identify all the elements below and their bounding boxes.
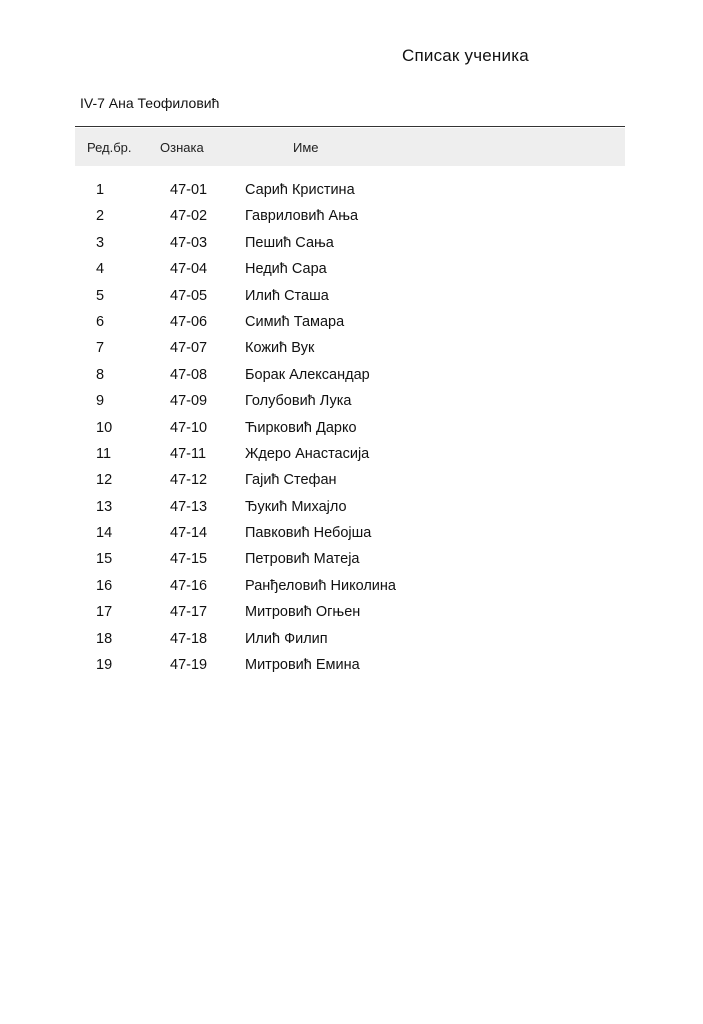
row-number: 4 bbox=[96, 261, 105, 278]
table-row bbox=[0, 388, 703, 414]
table-row bbox=[0, 256, 703, 282]
row-code: 47-03 bbox=[170, 234, 208, 251]
header-divider bbox=[75, 126, 625, 127]
row-code: 47-13 bbox=[170, 498, 208, 515]
table-row bbox=[0, 467, 703, 493]
row-name: Симић Тамара bbox=[245, 313, 345, 330]
row-name: Ћирковић Дарко bbox=[245, 419, 357, 436]
table-row bbox=[0, 309, 703, 335]
row-name: Ранђеловић Николина bbox=[245, 577, 396, 594]
row-name: Недић Сара bbox=[245, 261, 327, 278]
row-code: 47-06 bbox=[170, 313, 208, 330]
table-row bbox=[0, 230, 703, 256]
row-code: 47-04 bbox=[170, 261, 208, 278]
column-header-name: Име bbox=[293, 140, 319, 155]
table-row bbox=[0, 335, 703, 361]
row-number: 10 bbox=[96, 419, 113, 436]
row-code: 47-15 bbox=[170, 551, 208, 568]
row-name: Митровић Огњен bbox=[245, 604, 361, 621]
table-row bbox=[0, 626, 703, 652]
row-number: 17 bbox=[96, 604, 113, 621]
row-name: Гајић Стефан bbox=[245, 472, 337, 489]
row-number: 3 bbox=[96, 234, 105, 251]
student-list bbox=[0, 177, 703, 678]
row-code: 47-10 bbox=[170, 419, 208, 436]
row-name: Борак Александар bbox=[245, 366, 370, 383]
row-number: 12 bbox=[96, 472, 113, 489]
row-number: 6 bbox=[96, 313, 105, 330]
column-header-number: Ред.бр. bbox=[87, 140, 132, 155]
row-name: Сарић Кристина bbox=[245, 182, 355, 198]
row-name: Пешић Сања bbox=[245, 234, 334, 251]
row-code: 47-12 bbox=[170, 472, 208, 489]
table-row bbox=[0, 546, 703, 572]
row-code: 47-07 bbox=[170, 340, 208, 357]
table-row bbox=[0, 573, 703, 599]
row-code: 47-17 bbox=[170, 604, 208, 621]
row-number: 7 bbox=[96, 340, 105, 357]
row-number: 11 bbox=[96, 445, 112, 462]
page-title: Списак ученика bbox=[402, 46, 529, 65]
row-number: 19 bbox=[96, 657, 113, 674]
table-row bbox=[0, 520, 703, 546]
row-name: Петровић Матеја bbox=[245, 551, 360, 568]
table-row bbox=[0, 283, 703, 309]
row-number: 8 bbox=[96, 366, 105, 383]
row-name: Митровић Емина bbox=[245, 657, 360, 674]
table-row bbox=[0, 494, 703, 520]
row-name: Павковић Небојша bbox=[245, 525, 372, 542]
row-name: Илић Филип bbox=[245, 630, 328, 647]
row-code: 47-01 bbox=[170, 182, 208, 198]
table-row bbox=[0, 203, 703, 229]
row-code: 47-14 bbox=[170, 525, 208, 542]
row-code: 47-18 bbox=[170, 630, 208, 647]
table-row bbox=[0, 362, 703, 388]
row-number: 2 bbox=[96, 208, 105, 225]
column-header-code: Ознака bbox=[160, 140, 204, 155]
table-row bbox=[0, 177, 703, 203]
row-name: Голубовић Лука bbox=[245, 393, 352, 410]
table-row bbox=[0, 415, 703, 441]
table-header bbox=[75, 128, 625, 166]
row-code: 47-08 bbox=[170, 366, 208, 383]
row-code: 47-09 bbox=[170, 393, 208, 410]
row-code: 47-02 bbox=[170, 208, 208, 225]
table-row bbox=[0, 441, 703, 467]
row-name: Гавриловић Ања bbox=[245, 208, 359, 225]
row-number: 9 bbox=[96, 393, 105, 410]
row-number: 15 bbox=[96, 551, 113, 568]
row-name: Ђукић Михајло bbox=[245, 498, 347, 515]
row-number: 18 bbox=[96, 630, 113, 647]
row-name: Кожић Вук bbox=[245, 340, 315, 357]
row-name: Ждеро Анастасија bbox=[245, 445, 370, 462]
row-number: 13 bbox=[96, 498, 113, 515]
row-code: 47-16 bbox=[170, 577, 208, 594]
table-row bbox=[0, 599, 703, 625]
row-number: 1 bbox=[96, 182, 105, 198]
row-code: 47-11 bbox=[170, 445, 207, 462]
row-code: 47-19 bbox=[170, 657, 208, 674]
row-number: 5 bbox=[96, 287, 105, 304]
row-number: 16 bbox=[96, 577, 113, 594]
row-code: 47-05 bbox=[170, 287, 208, 304]
table-row bbox=[0, 652, 703, 678]
row-number: 14 bbox=[96, 525, 113, 542]
row-name: Илић Сташа bbox=[245, 287, 329, 304]
class-label: IV-7 Ана Теофиловић bbox=[80, 95, 220, 111]
